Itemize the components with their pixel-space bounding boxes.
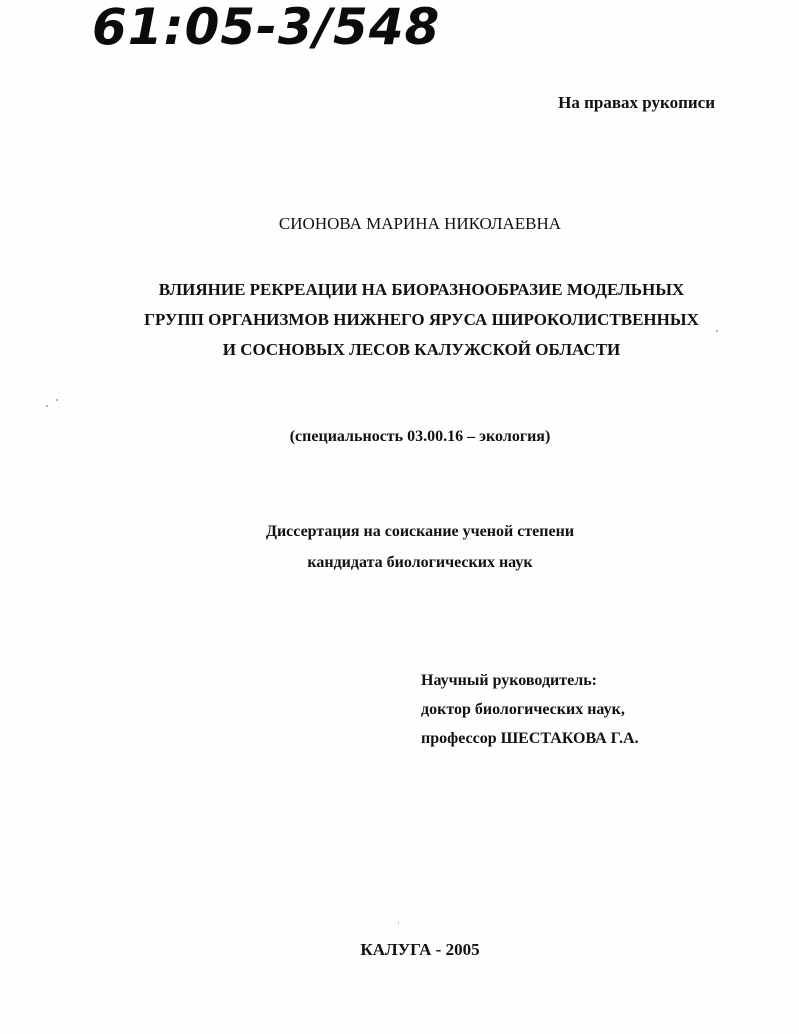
city-year: КАЛУГА - 2005 bbox=[360, 940, 480, 959]
degree-line: кандидата биологических наук bbox=[307, 554, 533, 571]
supervisor-line: Научный руководитель: bbox=[421, 672, 597, 689]
thesis-title-line: ВЛИЯНИЕ РЕКРЕАЦИИ НА БИОРАЗНООБРАЗИЕ МОДЕЛЬНЫХ bbox=[158, 280, 685, 299]
degree-statement bbox=[0, 516, 799, 578]
supervisor-block bbox=[421, 666, 639, 753]
rights-notice: На правах рукописи bbox=[558, 93, 715, 112]
supervisor-line: профессор ШЕСТАКОВА Г.А. bbox=[421, 730, 639, 747]
thesis-title-line: И СОСНОВЫХ ЛЕСОВ КАЛУЖСКОЙ ОБЛАСТИ bbox=[222, 340, 621, 359]
supervisor-line: доктор биологических наук, bbox=[421, 701, 625, 718]
specialty-line: (специальность 03.00.16 – экология) bbox=[289, 428, 551, 445]
scan-speck bbox=[56, 399, 58, 401]
author-name: СИОНОВА МАРИНА НИКОЛАЕВНА bbox=[278, 214, 562, 233]
degree-line: Диссертация на соискание ученой степени bbox=[265, 523, 575, 540]
archive-stamp-number: 61:05-3/548 bbox=[92, 0, 441, 56]
scan-speck bbox=[398, 922, 399, 924]
thesis-title bbox=[0, 275, 799, 365]
scan-speck bbox=[46, 405, 48, 407]
scan-speck bbox=[716, 330, 718, 332]
thesis-title-line: ГРУПП ОРГАНИЗМОВ НИЖНЕГО ЯРУСА ШИРОКОЛИСТВЕННЫХ bbox=[144, 310, 699, 329]
